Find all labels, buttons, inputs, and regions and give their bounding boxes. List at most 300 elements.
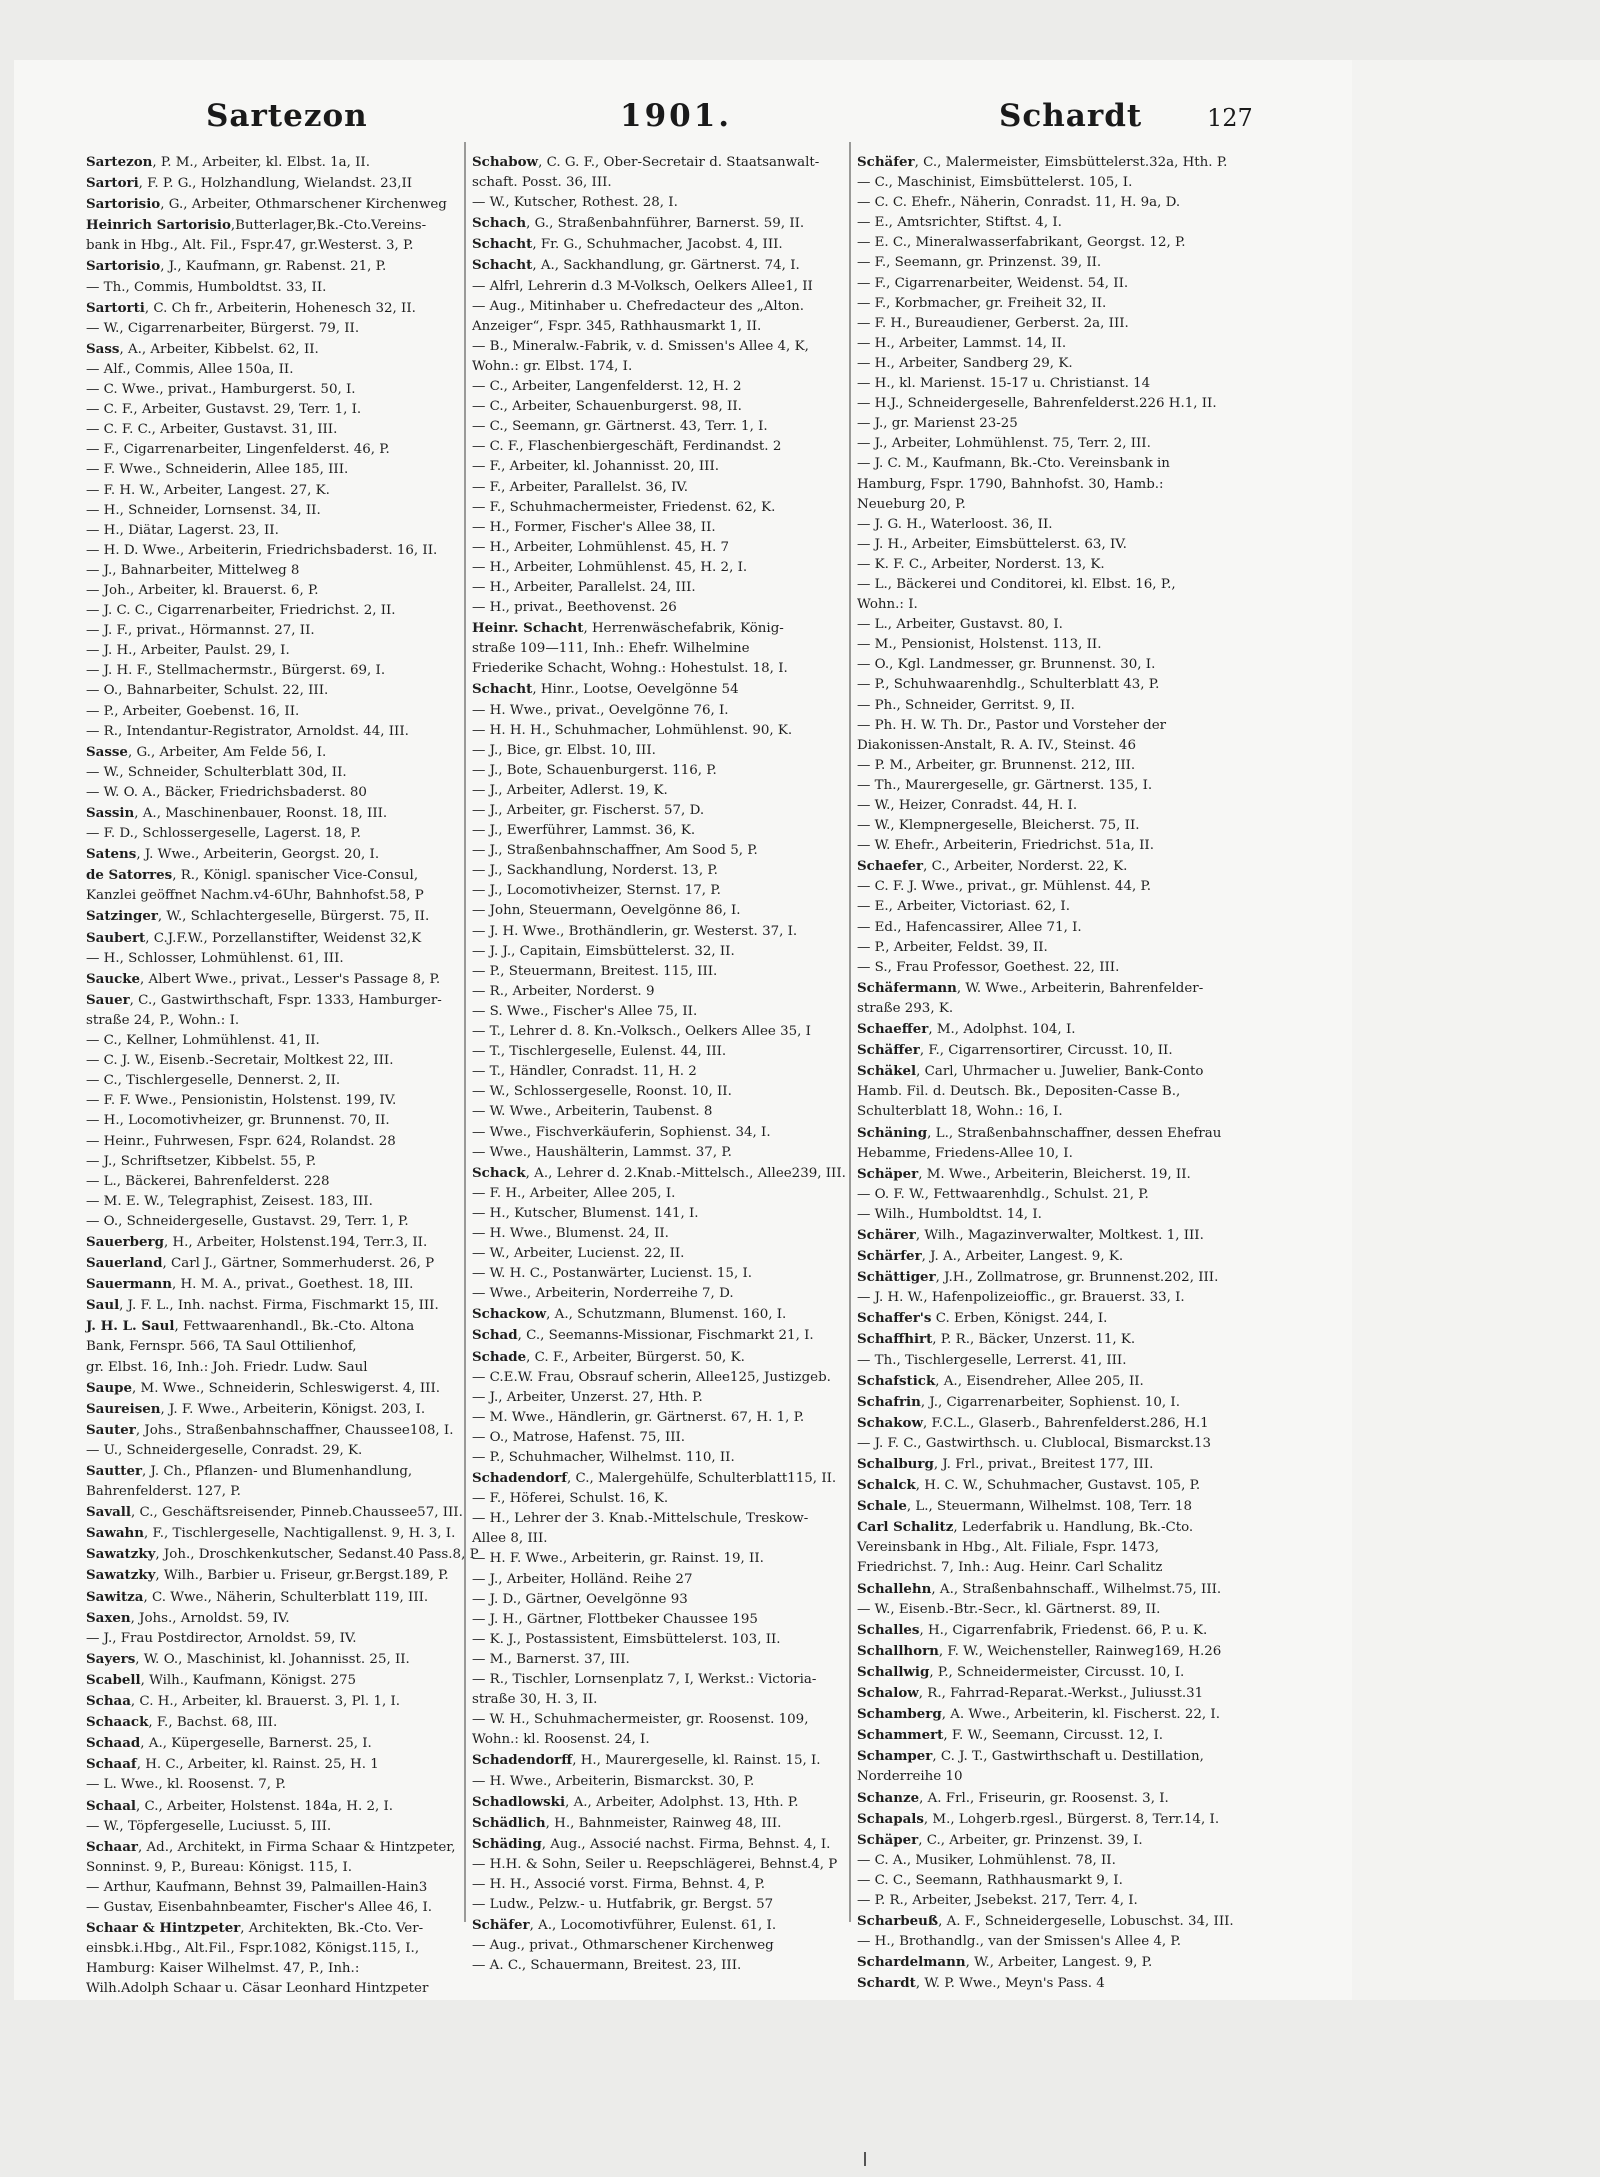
entry-text: — H. D. Wwe., Arbeiterin, Friedrichsbaderst. 16, II. (86, 542, 438, 558)
directory-entry (857, 575, 1229, 595)
entry-text: — C. F. J. Wwe., privat., gr. Mühlenst. 44, P. (857, 879, 1152, 895)
entry-name: Sass (86, 340, 120, 357)
entry-text: — J., Straßenbahnschaffner, Am Sood 5, P. (472, 843, 758, 859)
entry-name: Schaal (86, 1797, 136, 1814)
directory-entry (86, 1071, 458, 1091)
entry-text: , J. A., Arbeiter, Langest. 9, K. (921, 1249, 1124, 1265)
directory-entry (472, 1388, 844, 1408)
directory-entry (472, 1082, 844, 1102)
directory-entry (472, 1690, 844, 1710)
entry-text: — C. C. Ehefr., Näherin, Conradst. 11, H. 9a, D. (857, 195, 1181, 211)
entry-text: , J. Frl., privat., Breitest 177, III. (933, 1457, 1154, 1472)
directory-entry (857, 999, 1229, 1019)
directory-entry (472, 478, 844, 498)
entry-text: — P., Steuermann, Breitest. 115, III. (472, 963, 718, 979)
entry-text: — C., Tischlergeselle, Dennerst. 2, II. (86, 1073, 341, 1089)
entry-name: Schaaf (86, 1756, 137, 1773)
directory-entry (472, 1650, 844, 1670)
entry-text: — Arthur, Kaufmann, Behnst 39, Palmaillen-Hain3 (86, 1879, 428, 1895)
entry-text: — F. D., Schlossergeselle, Lagerst. 18, P. (86, 826, 362, 842)
page-header (14, 98, 1352, 138)
entry-name: Schaffer's (857, 1310, 932, 1327)
directory-entry (86, 541, 458, 561)
entry-name: J. H. L. Saul (86, 1318, 175, 1335)
directory-entry (857, 475, 1229, 495)
entry-text: , C., Arbeiter, Norderst. 22, K. (923, 859, 1128, 875)
entry-name: Schach (472, 215, 527, 232)
directory-entry (86, 1031, 458, 1051)
directory-entry (857, 314, 1229, 334)
entry-name: Schärfer (857, 1248, 922, 1265)
directory-entry (472, 781, 844, 801)
directory-entry (857, 1683, 1229, 1704)
entry-name: Schacht (472, 257, 533, 274)
directory-entry (472, 1956, 844, 1976)
directory-entry (857, 836, 1229, 856)
entry-text: — C. F. C., Arbeiter, Gustavst. 31, III. (86, 422, 338, 438)
directory-entry (472, 173, 844, 193)
entry-text: , A., Sackhandlung, gr. Gärtnerst. 74, I. (532, 258, 800, 274)
entry-text: — H., Brothandlg., van der Smissen's Allee 4, P. (857, 1934, 1181, 1950)
entry-text: — H., Schlosser, Lohmühlenst. 61, III. (86, 950, 344, 966)
directory-entry (86, 1253, 458, 1274)
directory-entry (86, 844, 458, 865)
entry-text: — H., Arbeiter, Sandberg 29, K. (857, 355, 1073, 371)
directory-entry (857, 1725, 1229, 1746)
directory-entry (472, 377, 844, 397)
directory-entry (86, 561, 458, 581)
entry-text: — H. F. Wwe., Arbeiterin, gr. Rainst. 19, II. (472, 1551, 764, 1567)
directory-entry (472, 721, 844, 741)
directory-entry (472, 1834, 844, 1855)
directory-entry (857, 535, 1229, 555)
entry-text: Anzeiger“, Fspr. 345, Rathhausmarkt 1, II. (472, 318, 762, 334)
header-left-catchword: Sartezon (206, 98, 368, 134)
entry-text: , Carl, Uhrmacher u. Juwelier, Bank-Conto (916, 1064, 1204, 1080)
entry-text: — W., Arbeiter, Lucienst. 22, II. (472, 1246, 685, 1262)
directory-entry (472, 1244, 844, 1264)
entry-text: — M., Pensionist, Holstenst. 113, II. (857, 637, 1102, 653)
entry-text: — Alf., Commis, Allee 150a, II. (86, 361, 294, 377)
directory-entry (857, 1205, 1229, 1225)
entry-name: Heinrich Sartorisio (86, 217, 231, 234)
entry-text: ,Butterlager,Bk.-Cto.Vereins- (230, 218, 427, 234)
directory-entry (857, 675, 1229, 695)
entry-text: — F. H., Arbeiter, Allee 205, I. (472, 1185, 676, 1201)
entry-text: — O., Kgl. Landmesser, gr. Brunnenst. 30, I. (857, 657, 1156, 673)
directory-entry (86, 380, 458, 400)
entry-text: — J., Ewerführer, Lammst. 36, K. (472, 823, 696, 839)
directory-entry (472, 1448, 844, 1468)
entry-text: — Th., Tischlergeselle, Lerrerst. 41, III. (857, 1352, 1127, 1368)
entry-text: Neueburg 20, P. (857, 496, 966, 512)
entry-name: Sawitza (86, 1588, 144, 1605)
entry-text: — J. F. C., Gastwirthsch. u. Clublocal, Bismarckst.13 (857, 1435, 1212, 1451)
entry-text: , P. M., Arbeiter, kl. Elbst. 1a, II. (152, 155, 370, 170)
directory-entry (857, 1952, 1229, 1973)
directory-entry (86, 1712, 458, 1733)
entry-text: — H., Kutscher, Blumenst. 141, I. (472, 1205, 699, 1221)
directory-entry (86, 722, 458, 742)
directory-entry (857, 1704, 1229, 1725)
directory-entry (86, 1232, 458, 1253)
directory-entry (472, 881, 844, 901)
entry-name: Saul (86, 1297, 120, 1314)
entry-name: Schadendorff (472, 1752, 573, 1769)
entry-name: Sauerland (86, 1255, 163, 1272)
entry-text: — F., Schuhmachermeister, Friedenst. 62, K. (472, 499, 776, 515)
entry-text: , M., Lohgerb.rgesl., Bürgerst. 8, Terr.14, I. (923, 1811, 1220, 1827)
entry-text: Bahrenfelderst. 127, P. (86, 1484, 241, 1500)
directory-entry (86, 1337, 458, 1357)
entry-text: , A., Arbeiter, Kibbelst. 62, II. (119, 341, 319, 357)
entry-text: — W. Wwe., Arbeiterin, Taubenst. 8 (472, 1104, 713, 1120)
directory-entry (472, 1489, 844, 1509)
entry-text: , Architekten, Bk.-Cto. Ver- (240, 1921, 424, 1937)
entry-name: Schaeffer (857, 1021, 929, 1038)
entry-name: Saucke (86, 970, 141, 987)
directory-entry (86, 1939, 458, 1959)
directory-entry (86, 1796, 458, 1817)
entry-name: Sasse (86, 743, 128, 760)
entry-text: , F.C.L., Glaserb., Bahrenfelderst.286, H.1 (922, 1415, 1209, 1431)
directory-entry (472, 1855, 844, 1875)
directory-entry (857, 1392, 1229, 1413)
directory-entry (86, 1011, 458, 1031)
header-right-catchword: Schardt (999, 98, 1143, 134)
directory-entry (857, 877, 1229, 897)
entry-text: — H., Former, Fischer's Allee 38, II. (472, 519, 716, 535)
entry-text: , R., Fahrrad-Reparat.-Werkst., Juliusst.31 (918, 1686, 1204, 1702)
entry-text: , H. C., Arbeiter, kl. Rainst. 25, H. 1 (136, 1757, 379, 1773)
directory-column-2 (472, 152, 846, 1974)
entry-text: , M. Wwe., Arbeiterin, Bleicherst. 19, II. (918, 1166, 1191, 1182)
entry-text: — C. F., Flaschenbiergeschäft, Ferdinandst. 2 (472, 439, 782, 455)
directory-entry (472, 1529, 844, 1549)
entry-text: — W., Kutscher, Rothest. 28, I. (472, 195, 678, 211)
directory-entry (857, 1454, 1229, 1475)
directory-entry (472, 1163, 844, 1184)
directory-entry (86, 1358, 458, 1378)
directory-entry (857, 193, 1229, 213)
directory-entry (472, 297, 844, 317)
entry-text: , L., Steuermann, Wilhelmst. 108, Terr. 18 (906, 1499, 1193, 1515)
entry-name: Satzinger (86, 908, 158, 925)
entry-name: Schallwig (857, 1663, 930, 1680)
entry-text: , C., Malergehülfe, Schulterblatt115, II. (566, 1471, 837, 1487)
directory-entry (86, 1565, 458, 1586)
entry-text: — J., Arbeiter, Adlerst. 19, K. (472, 782, 668, 798)
directory-entry (472, 255, 844, 276)
entry-text: — J., Arbeiter, Lohmühlenst. 75, Terr. 2, III. (857, 436, 1151, 452)
entry-text: Wohn.: kl. Roosenst. 24, I. (472, 1732, 650, 1748)
entry-text: , J. Wwe., Arbeiterin, Georgst. 20, I. (136, 847, 380, 863)
entry-text: — H., Diätar, Lagerst. 23, II. (86, 522, 279, 538)
directory-entry (86, 1316, 458, 1337)
entry-text: , Aug., Associé nachst. Firma, Behnst. 4, I. (541, 1836, 831, 1852)
entry-text: , H. C. W., Schuhmacher, Gustavst. 105, P. (915, 1478, 1201, 1494)
entry-text: — P., Schuhwaarenhdlg., Schulterblatt 43, P. (857, 677, 1160, 693)
entry-text: Norderreihe 10 (857, 1769, 963, 1785)
entry-text: — K. F. C., Arbeiter, Norderst. 13, K. (857, 556, 1105, 572)
entry-name: Schäfermann (857, 979, 957, 996)
entry-text: — M., Barnerst. 37, III. (472, 1651, 630, 1667)
entry-text: , C. F., Arbeiter, Bürgerst. 50, K. (526, 1349, 745, 1365)
entry-text: — L., Arbeiter, Gustavst. 80, I. (857, 617, 1063, 633)
directory-entry (86, 681, 458, 701)
entry-text: Sonninst. 9, P., Bureau: Königst. 115, I. (86, 1859, 352, 1875)
entry-name: Sawatzky (86, 1567, 156, 1584)
entry-text: , Johs., Arnoldst. 59, IV. (130, 1610, 290, 1626)
entry-text: — C. A., Musiker, Lohmühlenst. 78, II. (857, 1852, 1116, 1868)
entry-name: Sawatzky (86, 1546, 156, 1563)
entry-text: — K. J., Postassistent, Eimsbüttelerst. 103, II. (472, 1631, 781, 1647)
entry-text: Bank, Fernspr. 566, TA Saul Ottilienhof, (86, 1339, 357, 1355)
directory-entry (86, 1482, 458, 1502)
directory-column-1 (86, 152, 479, 1997)
entry-text: , F. W., Seemann, Circusst. 12, I. (943, 1728, 1164, 1744)
entry-text: — Th., Commis, Humboldtst. 33, II. (86, 279, 327, 295)
directory-entry (472, 1792, 844, 1813)
entry-name: Sartori (86, 175, 139, 192)
entry-text: , L., Straßenbahnschaffner, dessen Ehefrau (927, 1125, 1222, 1141)
directory-entry (472, 193, 844, 213)
entry-text: — C. Wwe., privat., Hamburgerst. 50, I. (86, 382, 356, 398)
directory-entry (86, 236, 458, 256)
directory-entry (86, 1649, 458, 1670)
entry-text: — W., Cigarrenarbeiter, Bürgerst. 79, II. (86, 320, 360, 336)
entry-text: — L., Bäckerei und Conditorei, kl. Elbst. 16, P., (857, 576, 1176, 592)
entry-text: , P., Schneidermeister, Circusst. 10, I. (929, 1664, 1185, 1680)
entry-text: , C., Arbeiter, gr. Prinzenst. 39, I. (918, 1832, 1143, 1848)
entry-text: , C., Arbeiter, Holstenst. 184a, H. 2, I. (136, 1798, 394, 1814)
directory-entry (86, 1378, 458, 1399)
directory-entry (86, 152, 458, 173)
entry-name: Saureisen (86, 1400, 161, 1417)
directory-entry (472, 1042, 844, 1062)
directory-entry (86, 1523, 458, 1544)
entry-text: — J. F., privat., Hörmannst. 27, II. (86, 623, 315, 639)
directory-entry (472, 1304, 844, 1325)
entry-text: — P., Arbeiter, Goebenst. 16, II. (86, 703, 300, 719)
directory-entry (472, 1143, 844, 1163)
directory-entry (472, 1730, 844, 1750)
entry-text: Hamb. Fil. d. Deutsch. Bk., Depositen-Casse B., (857, 1084, 1181, 1100)
directory-entry (857, 233, 1229, 253)
entry-text: , G., Arbeiter, Othmarschener Kirchenweg (160, 197, 447, 213)
directory-entry (857, 1082, 1229, 1102)
entry-text: , Albert Wwe., privat., Lesser's Passage 8, P. (140, 971, 441, 987)
entry-text: , H. M. A., privat., Goethest. 18, III. (171, 1277, 414, 1293)
entry-text: — J. H., Arbeiter, Paulst. 29, I. (86, 643, 290, 659)
directory-entry (857, 1558, 1229, 1578)
entry-name: Sauermann (86, 1276, 172, 1293)
directory-entry (857, 655, 1229, 675)
directory-entry (857, 696, 1229, 716)
directory-entry (472, 337, 844, 357)
directory-entry (86, 702, 458, 722)
directory-entry (86, 661, 458, 681)
entry-name: Saxen (86, 1609, 131, 1626)
directory-entry (472, 397, 844, 417)
directory-entry (857, 595, 1229, 615)
scan-margin (1352, 60, 1600, 2000)
directory-entry (857, 374, 1229, 394)
column-divider (464, 142, 466, 1922)
directory-entry (857, 1434, 1229, 1454)
directory-entry (86, 420, 458, 440)
entry-text: — P. M., Arbeiter, gr. Brunnenst. 212, III. (857, 757, 1136, 773)
directory-entry (857, 776, 1229, 796)
entry-text: — O., Schneidergeselle, Gustavst. 29, Terr. 1, P. (86, 1213, 409, 1229)
entry-text: Allee 8, III. (472, 1531, 548, 1547)
entry-text: , A., Arbeiter, Adolphst. 13, Hth. P. (565, 1794, 799, 1810)
entry-text: — H., kl. Marienst. 15-17 u. Christianst. 14 (857, 376, 1151, 392)
directory-entry (857, 918, 1229, 938)
directory-entry (86, 742, 458, 763)
directory-entry (472, 1284, 844, 1304)
entry-text: , Lederfabrik u. Handlung, Bk.-Cto. (953, 1520, 1194, 1536)
entry-text: — M. Wwe., Händlerin, gr. Gärtnerst. 67, H. 1, P. (472, 1409, 805, 1425)
entry-text: — C., Arbeiter, Langenfelderst. 12, H. 2 (472, 379, 742, 395)
directory-entry (472, 498, 844, 518)
directory-entry (857, 816, 1229, 836)
entry-text: — F. Wwe., Schneiderin, Allee 185, III. (86, 462, 349, 478)
directory-entry (86, 1898, 458, 1918)
directory-entry (472, 317, 844, 337)
directory-entry (472, 821, 844, 841)
entry-text: , Wilh., Kaufmann, Königst. 275 (140, 1672, 357, 1688)
directory-entry (86, 990, 458, 1011)
directory-entry (86, 1878, 458, 1898)
directory-entry (857, 1371, 1229, 1392)
directory-entry (86, 824, 458, 844)
directory-entry (857, 1746, 1229, 1767)
entry-text: — C., Arbeiter, Schauenburgerst. 98, II. (472, 399, 742, 415)
entry-text: gr. Elbst. 16, Inh.: Joh. Friedr. Ludw. Saul (86, 1359, 368, 1375)
entry-text: , A., Maschinenbauer, Roonst. 18, III. (134, 806, 388, 821)
directory-entry (86, 256, 458, 277)
directory-entry (86, 1111, 458, 1131)
directory-entry (857, 1413, 1229, 1434)
entry-text: , M., Adolphst. 104, I. (928, 1022, 1076, 1038)
directory-entry (86, 803, 458, 824)
entry-text: straße 30, H. 3, II. (472, 1692, 598, 1708)
directory-entry (472, 639, 844, 659)
entry-name: Schanze (857, 1789, 920, 1806)
entry-name: Schaack (86, 1714, 149, 1731)
directory-entry (472, 234, 844, 255)
directory-entry (857, 1891, 1229, 1911)
entry-text: , C. J. T., Gastwirthschaft u. Destillation, (932, 1749, 1204, 1765)
column-divider (849, 142, 851, 1922)
directory-entry (857, 1164, 1229, 1185)
entry-text: , F. P. G., Holzhandlung, Wielandst. 23,II (138, 176, 413, 192)
entry-name: Schamper (857, 1748, 933, 1765)
entry-name: Schalles (857, 1621, 920, 1638)
directory-entry (472, 1347, 844, 1368)
directory-entry (857, 1538, 1229, 1558)
directory-entry (472, 942, 844, 962)
directory-entry (857, 635, 1229, 655)
entry-name: Scharbeuß (857, 1913, 939, 1930)
entry-text: — H. H. H., Schuhmacher, Lohmühlenst. 90, K. (472, 722, 793, 738)
directory-entry (857, 1308, 1229, 1329)
entry-name: Sartorti (86, 299, 145, 316)
entry-text: — W. H., Schuhmachermeister, gr. Roosenst. 109, (472, 1712, 809, 1728)
entry-name: Schacht (472, 681, 533, 698)
directory-entry (472, 1184, 844, 1204)
entry-text: — F., Arbeiter, Parallelst. 36, IV. (472, 479, 688, 495)
entry-text: — F., Korbmacher, gr. Freiheit 32, II. (857, 295, 1107, 311)
directory-entry (857, 1600, 1229, 1620)
entry-name: Sayers (86, 1650, 136, 1667)
directory-entry (86, 481, 458, 501)
directory-entry (86, 278, 458, 298)
directory-entry (86, 339, 458, 360)
entry-text: — R., Tischler, Lornsenplatz 7, I, Werkst.: Victoria- (472, 1672, 817, 1688)
entry-text: Hamburg: Kaiser Wilhelmst. 47, P., Inh.: (86, 1961, 360, 1977)
entry-name: Sautter (86, 1463, 143, 1479)
entry-text: , Fr. G., Schuhmacher, Jacobst. 4, III. (532, 237, 783, 253)
entry-text: , Wilh., Barbier u. Friseur, gr.Bergst.189, P. (155, 1568, 449, 1584)
directory-entry (86, 906, 458, 927)
entry-text: — C., Kellner, Lohmühlenst. 41, II. (86, 1033, 320, 1049)
entry-text: , Johs., Straßenbahnschaffner, Chaussee108, I. (135, 1422, 454, 1438)
directory-entry (857, 938, 1229, 958)
directory-entry (857, 1662, 1229, 1683)
directory-entry (857, 1851, 1229, 1871)
directory-entry (86, 1670, 458, 1691)
directory-entry (472, 1102, 844, 1122)
directory-entry (857, 1579, 1229, 1600)
directory-entry (857, 1767, 1229, 1787)
entry-text: Hebamme, Friedens-Allee 10, I. (857, 1145, 1073, 1161)
entry-text: — J., Bahnarbeiter, Mittelweg 8 (86, 562, 300, 578)
directory-entry (472, 1936, 844, 1956)
directory-entry (86, 601, 458, 621)
directory-entry (86, 1608, 458, 1629)
entry-text: — J. J., Capitain, Eimsbüttelerst. 32, II. (472, 943, 735, 959)
entry-name: Sartorisio (86, 196, 161, 213)
directory-entry (857, 152, 1229, 173)
entry-text: — C., Seemann, gr. Gärtnerst. 43, Terr. 1, I. (472, 419, 768, 435)
directory-entry (86, 949, 458, 969)
directory-entry (86, 1691, 458, 1712)
entry-text: — P. R., Arbeiter, Jsebekst. 217, Terr. 4, I. (857, 1892, 1138, 1908)
entry-text: , A., Eisendreher, Allee 205, II. (935, 1373, 1144, 1389)
directory-entry (857, 1019, 1229, 1040)
directory-entry (472, 558, 844, 578)
directory-entry (857, 1932, 1229, 1952)
directory-entry (86, 641, 458, 661)
entry-text: — T., Tischlergeselle, Eulenst. 44, III. (472, 1044, 727, 1060)
directory-entry (857, 1809, 1229, 1830)
header-year: 1901. (620, 98, 733, 134)
entry-text: — John, Steuermann, Oevelgönne 86, I. (472, 903, 741, 919)
entry-text: , Joh., Droschkenkutscher, Sedanst.40 Pass.8, P (155, 1547, 479, 1563)
directory-entry (472, 801, 844, 821)
directory-entry (472, 1750, 844, 1771)
entry-name: Schadendorf (472, 1470, 567, 1487)
print-mark (864, 2152, 866, 2166)
entry-text: — F. H., Bureaudiener, Gerberst. 2a, III. (857, 315, 1129, 331)
entry-text: — J. C. M., Kaufmann, Bk.-Cto. Vereinsbank in (857, 456, 1170, 472)
entry-text: — H. H., Associé vorst. Firma, Behnst. 4, P. (472, 1876, 766, 1892)
directory-entry (857, 1830, 1229, 1851)
entry-text: , A. Wwe., Arbeiterin, kl. Fischerst. 22, I. (941, 1707, 1220, 1723)
directory-entry (857, 1496, 1229, 1517)
